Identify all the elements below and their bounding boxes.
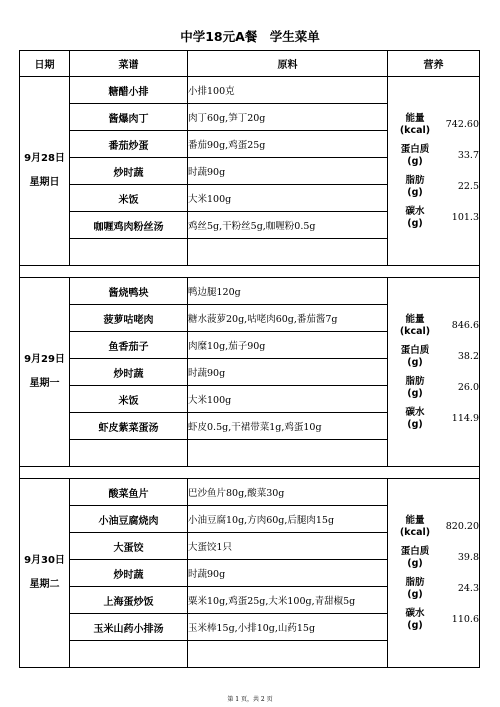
dish-ingredients: 小排100克	[188, 77, 388, 104]
dish-ingredients: 虾皮0.5g,干裙带菜1g,鸡蛋10g	[188, 413, 388, 440]
date-cell	[20, 77, 70, 266]
nutrition-label-name: 能量	[405, 112, 425, 124]
header-ingredient: 原料	[188, 51, 388, 77]
nutrition-label-name: 能量	[405, 514, 425, 526]
dish-name: 番茄炒蛋	[70, 131, 188, 158]
nutrition-label-unit: (g)	[407, 217, 423, 229]
nutrition-protein-value: 38.2	[457, 351, 479, 362]
dish-name: 虾皮紫菜蛋汤	[70, 413, 188, 440]
day-separator-cell	[20, 467, 480, 479]
nutrition-energy	[388, 511, 479, 542]
nutrition-label-unit: (kcal)	[399, 526, 431, 538]
date-text: 9月30日	[24, 555, 65, 566]
dish-name: 酸菜鱼片	[70, 479, 188, 506]
dish-name: 米饭	[70, 185, 188, 212]
header-dish: 菜谱	[70, 51, 188, 77]
nutrition-carb-label	[388, 206, 442, 230]
nutrition-cell	[388, 77, 480, 266]
nutrition-label-unit: (g)	[407, 155, 423, 167]
dish-name	[70, 440, 188, 467]
nutrition-cell	[388, 479, 480, 668]
nutrition-protein-value: 33.7	[457, 150, 479, 161]
nutrition-label-name: 碳水	[405, 607, 425, 619]
dish-ingredients: 番茄90g,鸡蛋25g	[188, 131, 388, 158]
nutrition-label-name: 碳水	[405, 205, 425, 217]
dish-ingredients: 玉米棒15g,小排10g,山药15g	[188, 614, 388, 641]
weekday-text: 星期一	[29, 378, 60, 389]
dish-ingredients	[188, 239, 388, 266]
dish-ingredients: 大米100g	[188, 386, 388, 413]
nutrition-fat-value: 22.5	[457, 181, 479, 192]
dish-name: 菠萝咕咾肉	[70, 305, 188, 332]
nutrition-fat	[388, 171, 479, 202]
nutrition-protein-value: 39.8	[457, 552, 479, 563]
nutrition-label-name: 能量	[405, 313, 425, 325]
nutrition-fat	[388, 372, 479, 403]
nutrition-energy-value: 742.60	[445, 119, 479, 130]
dish-name	[70, 239, 188, 266]
nutrition-protein-label	[388, 546, 442, 570]
dish-name: 米饭	[70, 386, 188, 413]
nutrition-carb	[388, 202, 479, 233]
header-date: 日期	[20, 51, 70, 77]
page-footer: 第 1 页，共 2 页	[227, 696, 273, 703]
weekday-text: 星期日	[29, 177, 60, 188]
nutrition-carb-value: 101.3	[451, 212, 479, 223]
nutrition-label-unit: (g)	[407, 387, 423, 399]
header-row	[20, 51, 480, 77]
nutrition-fat-value: 26.0	[457, 382, 479, 393]
header-nutrition: 营养	[388, 51, 480, 77]
dish-ingredients	[188, 440, 388, 467]
dish-name: 上海蛋炒饭	[70, 587, 188, 614]
dish-ingredients: 鸡丝5g,干粉丝5g,咖喱粉0.5g	[188, 212, 388, 239]
nutrition-protein	[388, 140, 479, 171]
nutrition-energy-label	[388, 113, 442, 137]
nutrition-label-name: 碳水	[405, 406, 425, 418]
dish-ingredients: 小油豆腐10g,方肉60g,后腿肉15g	[188, 506, 388, 533]
nutrition-label-unit: (g)	[407, 588, 423, 600]
nutrition-protein	[388, 341, 479, 372]
nutrition-cell	[388, 278, 480, 467]
day-separator	[20, 266, 480, 278]
menu-row	[20, 77, 480, 104]
nutrition-energy-value: 820.20	[445, 521, 479, 532]
nutrition-energy-label	[388, 314, 442, 338]
dish-name	[70, 641, 188, 668]
nutrition-fat-label	[388, 175, 442, 199]
dish-ingredients: 鸭边腿120g	[188, 278, 388, 305]
nutrition-energy	[388, 109, 479, 140]
nutrition-fat-value: 24.3	[457, 583, 479, 594]
nutrition-protein-label	[388, 144, 442, 168]
nutrition-label-name: 蛋白质	[400, 344, 430, 356]
nutrition-energy-label	[388, 515, 442, 539]
date-text: 9月29日	[24, 354, 65, 365]
dish-ingredients: 肉糜10g,茄子90g	[188, 332, 388, 359]
dish-ingredients: 时蔬90g	[188, 560, 388, 587]
nutrition-label-name: 脂肪	[405, 174, 425, 186]
nutrition-fat-label	[388, 376, 442, 400]
nutrition-label-unit: (g)	[407, 356, 423, 368]
dish-ingredients: 糖水菠萝20g,咕咾肉60g,番茄酱7g	[188, 305, 388, 332]
dish-name: 玉米山药小排汤	[70, 614, 188, 641]
dish-ingredients: 大蛋饺1只	[188, 533, 388, 560]
page-title: 中学18元A餐 学生菜单	[180, 29, 320, 44]
dish-name: 炒时蔬	[70, 158, 188, 185]
date-text: 9月28日	[24, 153, 65, 164]
dish-name: 炒时蔬	[70, 560, 188, 587]
dish-ingredients: 时蔬90g	[188, 359, 388, 386]
menu-row	[20, 278, 480, 305]
dish-name: 大蛋饺	[70, 533, 188, 560]
dish-ingredients	[188, 641, 388, 668]
dish-ingredients: 时蔬90g	[188, 158, 388, 185]
nutrition-label-name: 蛋白质	[400, 143, 430, 155]
dish-name: 小油豆腐烧肉	[70, 506, 188, 533]
dish-ingredients: 肉丁60g,笋丁20g	[188, 104, 388, 131]
nutrition-carb	[388, 403, 479, 434]
dish-name: 炒时蔬	[70, 359, 188, 386]
menu-row	[20, 479, 480, 506]
nutrition-label-unit: (g)	[407, 557, 423, 569]
dish-ingredients: 粟米10g,鸡蛋25g,大米100g,青甜椒5g	[188, 587, 388, 614]
nutrition-carb-label	[388, 407, 442, 431]
nutrition-label-name: 蛋白质	[400, 545, 430, 557]
nutrition-label-unit: (kcal)	[399, 325, 431, 337]
dish-name: 糖醋小排	[70, 77, 188, 104]
dish-name: 鱼香茄子	[70, 332, 188, 359]
day-separator-cell	[20, 266, 480, 278]
nutrition-label-name: 脂肪	[405, 576, 425, 588]
nutrition-fat-label	[388, 577, 442, 601]
nutrition-carb-label	[388, 608, 442, 632]
nutrition-fat	[388, 573, 479, 604]
date-cell	[20, 278, 70, 467]
nutrition-carb	[388, 604, 479, 635]
nutrition-label-unit: (kcal)	[399, 124, 431, 136]
nutrition-protein	[388, 542, 479, 573]
dish-name: 酱烧鸭块	[70, 278, 188, 305]
day-separator	[20, 467, 480, 479]
nutrition-label-name: 脂肪	[405, 375, 425, 387]
nutrition-protein-label	[388, 345, 442, 369]
date-cell	[20, 479, 70, 668]
dish-name: 咖喱鸡肉粉丝汤	[70, 212, 188, 239]
nutrition-label-unit: (g)	[407, 186, 423, 198]
nutrition-carb-value: 114.9	[451, 413, 479, 424]
nutrition-energy-value: 846.6	[451, 320, 479, 331]
dish-name: 酱爆肉丁	[70, 104, 188, 131]
nutrition-carb-value: 110.6	[451, 614, 479, 625]
nutrition-label-unit: (g)	[407, 619, 423, 631]
nutrition-label-unit: (g)	[407, 418, 423, 430]
menu-table	[19, 50, 480, 668]
nutrition-energy	[388, 310, 479, 341]
menu-body	[20, 77, 480, 668]
dish-ingredients: 巴沙鱼片80g,酸菜30g	[188, 479, 388, 506]
dish-ingredients: 大米100g	[188, 185, 388, 212]
weekday-text: 星期二	[29, 579, 60, 590]
